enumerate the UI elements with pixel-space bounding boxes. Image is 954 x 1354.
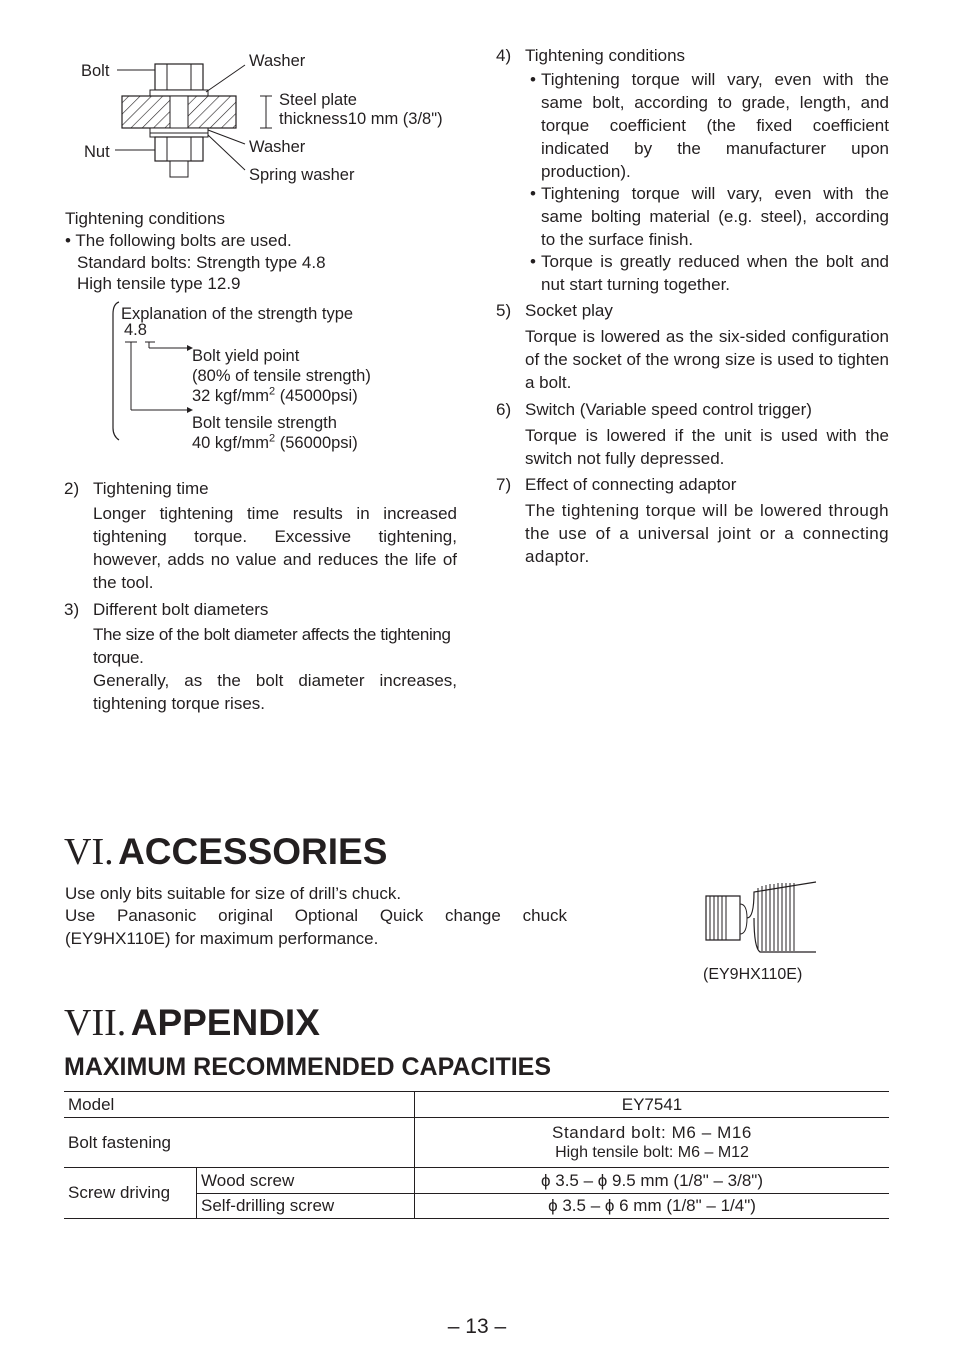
chuck-caption: (EY9HX110E) xyxy=(703,966,803,983)
steel-plate-label: Steel plate xyxy=(279,91,357,109)
chuck-illustration xyxy=(700,878,822,956)
item2-body: Longer tightening time results in increased tightening torque. Excessive tightening, however, adds no value and reduces the life of the tool. xyxy=(93,504,457,592)
item4-title: Tightening conditions xyxy=(525,46,686,65)
wood-screw-label: Wood screw xyxy=(197,1168,415,1194)
item4-bullet-3: Torque is greatly reduced when the bolt and nut start turning together. xyxy=(541,252,889,294)
item6-num: 6) xyxy=(496,400,512,419)
high-tensile-text: High tensile type 12.9 xyxy=(77,274,241,293)
bolt-fastening-label: Bolt fastening xyxy=(64,1118,415,1168)
item5-num: 5) xyxy=(496,301,512,320)
item4-num: 4) xyxy=(496,46,512,65)
accessories-line-2: Use Panasonic original Optional Quick change chuck (EY9HX110E) for maximum performance. xyxy=(65,906,567,948)
bullet-dot-1: • xyxy=(530,70,536,89)
standard-bolts-text: Standard bolts: Strength type 4.8 xyxy=(77,253,326,272)
spring-washer-label: Spring washer xyxy=(249,166,355,184)
item3-body-2: Generally, as the bolt diameter increases, tightening torque rises. xyxy=(93,671,457,713)
washer-bottom-label: Washer xyxy=(249,138,306,156)
standard-bolt-range: Standard bolt: M6 – M16 xyxy=(552,1122,752,1142)
table-row xyxy=(64,1168,889,1194)
bullet-dot-3: • xyxy=(530,252,536,271)
item4-bullet-1: Tightening torque will vary, even with the same bolt, according to grade, length, and torque coefficient (the fixed coefficient indicated by the manufacturer upon production). xyxy=(541,70,889,181)
high-tensile-range: High tensile bolt: M6 – M12 xyxy=(555,1143,749,1161)
nut-label: Nut xyxy=(84,143,110,161)
yield-line-1: Bolt yield point xyxy=(192,347,300,365)
screw-driving-label: Screw driving xyxy=(64,1168,197,1219)
table-row xyxy=(64,1118,889,1168)
appendix-heading xyxy=(64,1001,320,1045)
item7-title: Effect of connecting adaptor xyxy=(525,475,737,494)
item2-num: 2) xyxy=(64,479,80,498)
model-value: EY7541 xyxy=(415,1092,890,1118)
quick-change-chuck-icon xyxy=(700,878,822,956)
yield-value: 32 kgf/mm xyxy=(192,387,270,405)
appendix-numeral: VII. xyxy=(64,1002,127,1044)
accessories-title: ACCESSORIES xyxy=(118,831,388,872)
item5-title: Socket play xyxy=(525,301,613,320)
yield-line-3 xyxy=(192,386,358,406)
capacities-table xyxy=(64,1091,889,1219)
tensile-value: 40 kgf/mm xyxy=(192,434,270,452)
bolts-used-text: • The following bolts are used. xyxy=(65,231,292,250)
tightening-conditions-heading: Tightening conditions xyxy=(65,209,226,228)
thickness-label: thickness10 mm (3/8") xyxy=(279,110,443,128)
bolt-fastening-value xyxy=(415,1118,890,1168)
capacities-subtitle: MAXIMUM RECOMMENDED CAPACITIES xyxy=(64,1053,552,1081)
accessories-heading xyxy=(64,830,387,874)
page-number: – 13 – xyxy=(447,1315,507,1338)
item7-num: 7) xyxy=(496,475,512,494)
self-drilling-value: ϕ 3.5 – ϕ 6 mm (1/8" – 1/4") xyxy=(415,1194,890,1219)
wood-screw-value: ϕ 3.5 – ϕ 9.5 mm (1/8" – 3/8") xyxy=(415,1168,890,1194)
washer-top-label: Washer xyxy=(249,52,306,70)
item7-body: The tightening torque will be lowered through the use of a universal joint or a connecting adaptor. xyxy=(525,501,889,566)
self-drilling-label: Self-drilling screw xyxy=(197,1194,415,1219)
item6-title: Switch (Variable speed control trigger) xyxy=(525,400,812,419)
item3-body-1: The size of the bolt diameter affects the tightening torque. xyxy=(93,625,451,667)
strength-value: 4.8 xyxy=(124,321,147,339)
item4-bullet-2: Tightening torque will vary, even with the same bolting material (e.g. steel), according to the surface finish. xyxy=(541,184,889,249)
tensile-line-1: Bolt tensile strength xyxy=(192,414,337,432)
tensile-line-2 xyxy=(192,433,358,453)
appendix-title: APPENDIX xyxy=(130,1002,320,1043)
table-row xyxy=(64,1092,889,1118)
strength-title: Explanation of the strength type xyxy=(121,305,354,323)
tensile-psi: (56000psi) xyxy=(275,434,358,452)
item5-body: Torque is lowered as the six-sided configuration of the socket of the wrong size is used to tighten a bolt. xyxy=(525,327,889,392)
bolt-label: Bolt xyxy=(81,62,110,80)
item6-body: Torque is lowered if the unit is used with the switch not fully depressed. xyxy=(525,426,889,468)
accessories-line-1: Use only bits suitable for size of drill’s chuck. xyxy=(65,884,402,903)
item2-title: Tightening time xyxy=(93,479,209,498)
tensile-sup: 2 xyxy=(269,432,276,445)
yield-sup: 2 xyxy=(269,385,276,398)
item3-title: Different bolt diameters xyxy=(93,600,269,619)
accessories-numeral: VI. xyxy=(64,831,114,873)
yield-psi: (45000psi) xyxy=(275,387,358,405)
model-label: Model xyxy=(64,1092,415,1118)
item3-num: 3) xyxy=(64,600,80,619)
bullet-dot-2: • xyxy=(530,184,536,203)
yield-line-2: (80% of tensile strength) xyxy=(192,367,371,385)
